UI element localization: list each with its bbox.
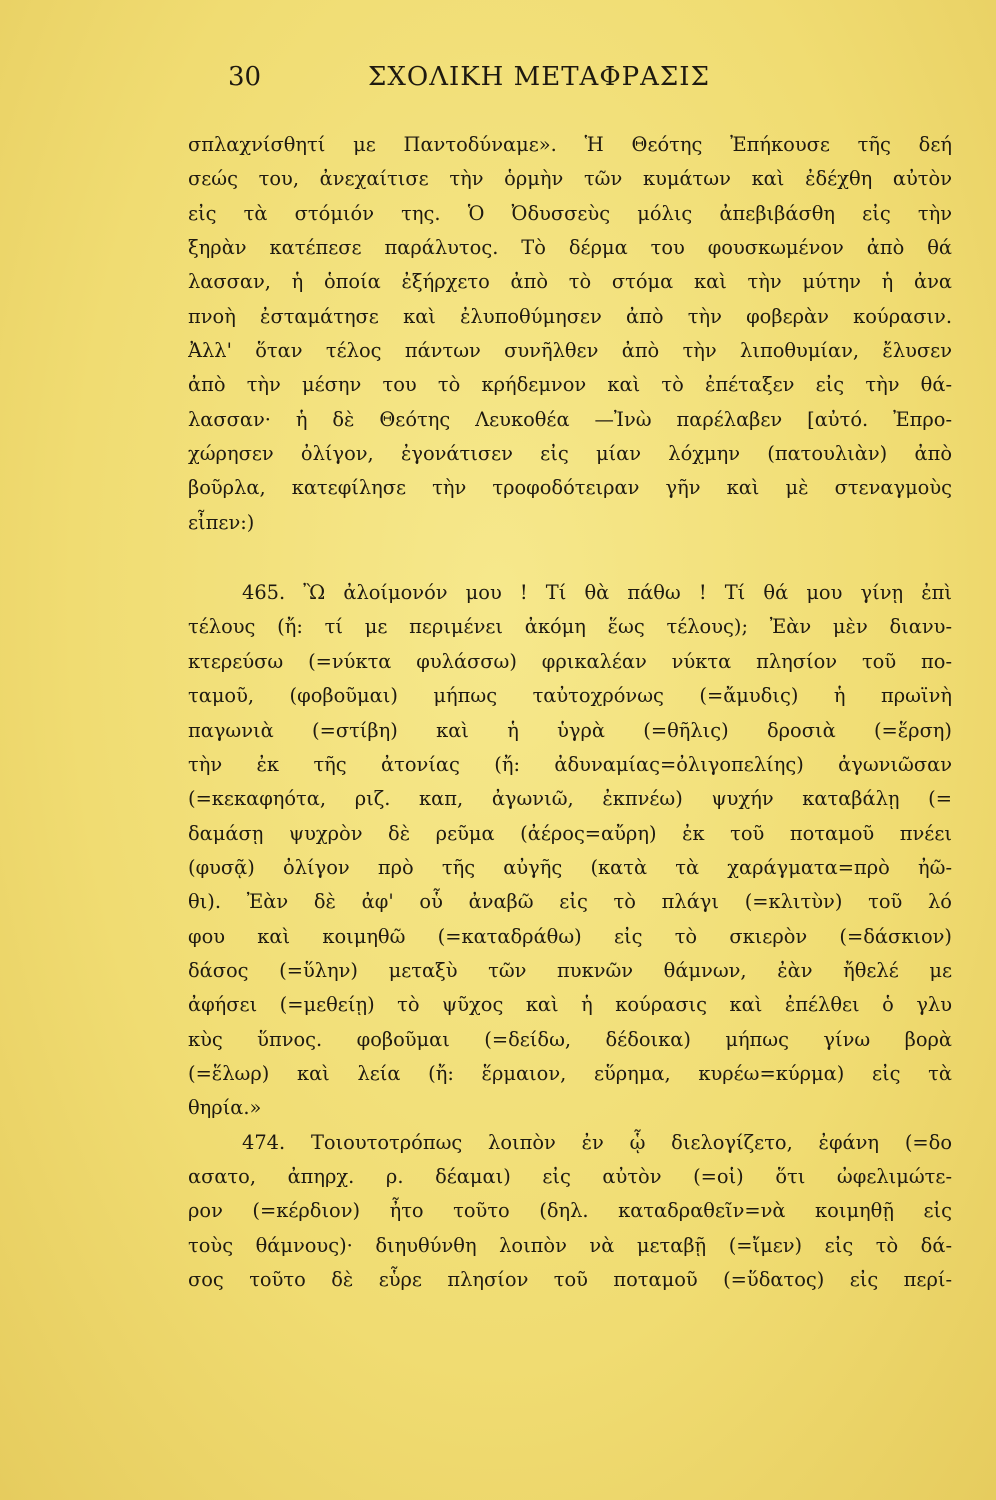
text-line: δάσος (=ὕλην) μεταξὺ τῶν πυκνῶν θάμνων, ἐὰν ἤθελέ με [188, 958, 952, 982]
text-line: τέλους (ἤ: τί με περιμένει ἀκόμη ἕως τέλους); Ἐὰν μὲν διανυ- [188, 615, 952, 639]
text-line: κὺς ὕπνος. φοβοῦμαι (=δείδω, δέδοικα) μήπως γίνω βορὰ [188, 1027, 952, 1051]
text-line: σος τοῦτο δὲ εὗρε πλησίον τοῦ ποταμοῦ (=ὕδατος) εἰς περί- [188, 1268, 952, 1291]
text-line: εἶπεν:) [188, 510, 255, 534]
text-line: ξηρὰν κατέπεσε παράλυτος. Τὸ δέρμα του φουσκωμένον ἀπὸ θά [188, 236, 952, 260]
text-line: σεώς του, ἀνεχαίτισε τὴν ὁρμὴν τῶν κυμάτων καὶ ἐδέχθη αὐτὸν [188, 167, 952, 191]
body-text [188, 128, 952, 1297]
text-line: ἀπὸ τὴν μέσην του τὸ κρήδεμνον καὶ τὸ ἐπέταξεν εἰς τὴν θά- [188, 373, 952, 397]
text-line: τὴν ἐκ τῆς ἀτονίας (ἤ: ἀδυναμίας=ὀλιγοπελίης) ἀγωνιῶσαν [188, 752, 952, 776]
text-line: Ἀλλ' ὅταν τέλος πάντων συνῆλθεν ἀπὸ τὴν λιποθυμίαν, ἔλυσεν [188, 339, 952, 363]
page-header [228, 62, 788, 102]
text-line: φου καὶ κοιμηθῶ (=καταδράθω) εἰς τὸ σκιερὸν (=δάσκιον) [188, 924, 952, 948]
text-line: κτερεύσω (=νύκτα φυλάσσω) φρικαλέαν νύκτα πλησίον τοῦ πο- [188, 649, 952, 673]
text-line: ταμοῦ, (φοβοῦμαι) μήπως ταὐτοχρόνως (=ἄμυδις) ἡ πρωϊνὴ [188, 684, 952, 708]
text-line: ἀφήσει (=μεθείῃ) τὸ ψῦχος καὶ ἡ κούρασις καὶ ἐπέλθει ὁ γλυ [188, 993, 952, 1017]
text-line: θι). Ἐὰν δὲ ἀφ' οὗ ἀναβῶ εἰς τὸ πλάγι (=κλιτὺν) τοῦ λό [188, 890, 952, 914]
paragraph-3 [188, 1126, 952, 1298]
running-title: ΣΧΟΛΙΚΗ ΜΕΤΑΦΡΑΣΙΣ [368, 62, 710, 92]
text-line: 474. Τοιουτοτρόπως λοιπὸν ἐν ᾧ διελογίζετο, ἐφάνη (=δο [242, 1130, 952, 1154]
paragraph-gap [188, 540, 952, 576]
text-line: 465. Ὢ ἀλοίμονόν μου ! Τί θὰ πάθω ! Τί θά μου γίνῃ ἐπὶ [242, 581, 952, 605]
text-line: πνοὴ ἐσταμάτησε καὶ ἐλυποθύμησεν ἀπὸ τὴν φοβερὰν κούρασιν. [188, 304, 952, 328]
paragraph-2 [188, 576, 952, 1126]
text-line: (=ἕλωρ) καὶ λεία (ἤ: ἕρμαιον, εὕρημα, κυρέω=κύρμα) εἰς τὰ [188, 1061, 952, 1085]
text-line: ρον (=κέρδιον) ἦτο τοῦτο (δηλ. καταδραθεῖν=νὰ κοιμηθῇ εἰς [188, 1199, 952, 1223]
text-line: θηρία.» [188, 1096, 262, 1120]
text-line: λασσαν, ἡ ὁποία ἐξήρχετο ἀπὸ τὸ στόμα καὶ τὴν μύτην ἡ ἀνα [188, 270, 952, 294]
text-line: τοὺς θάμνους)· διηυθύνθη λοιπὸν νὰ μεταβῇ (=ἴμεν) εἰς τὸ δά- [188, 1233, 952, 1257]
text-line: παγωνιὰ (=στίβη) καὶ ἡ ὑγρὰ (=θῆλις) δροσιὰ (=ἕρση) [188, 718, 952, 742]
paragraph-1 [188, 128, 952, 540]
text-line: βοῦρλα, κατεφίλησε τὴν τροφοδότειραν γῆν καὶ μὲ στεναγμοὺς [188, 476, 952, 500]
text-line: εἰς τὰ στόμιόν της. Ὁ Ὀδυσσεὺς μόλις ἀπεβιβάσθη εἰς τὴν [188, 201, 952, 225]
text-line: ασατο, ἀπηρχ. ρ. δέαμαι) εἰς αὐτὸν (=οἱ) ὅτι ὠφελιμώτε- [188, 1164, 952, 1188]
page-number: 30 [228, 62, 262, 92]
text-line: σπλαχνίσθητί με Παντοδύναμε». Ἡ Θεότης Ἐπήκουσε τῆς δεή [188, 133, 952, 156]
text-line: δαμάσῃ ψυχρὸν δὲ ρεῦμα (ἀέρος=αὔρη) ἐκ τοῦ ποταμοῦ πνέει [188, 821, 952, 845]
text-line: χώρησεν ὀλίγον, ἐγονάτισεν εἰς μίαν λόχμην (πατουλιὰν) ἀπὸ [188, 442, 952, 466]
text-line: (=κεκαφηότα, ριζ. καπ, ἀγωνιῶ, ἐκπνέω) ψυχήν καταβάλῃ (= [188, 787, 952, 811]
text-line: λασσαν· ἡ δὲ Θεότης Λευκοθέα —Ἰνὼ παρέλαβεν [αὐτό. Ἐπρο- [188, 407, 952, 431]
text-line: (φυσᾷ) ὀλίγον πρὸ τῆς αὐγῆς (κατὰ τὰ χαράγματα=πρὸ ἠῶ- [188, 855, 952, 879]
